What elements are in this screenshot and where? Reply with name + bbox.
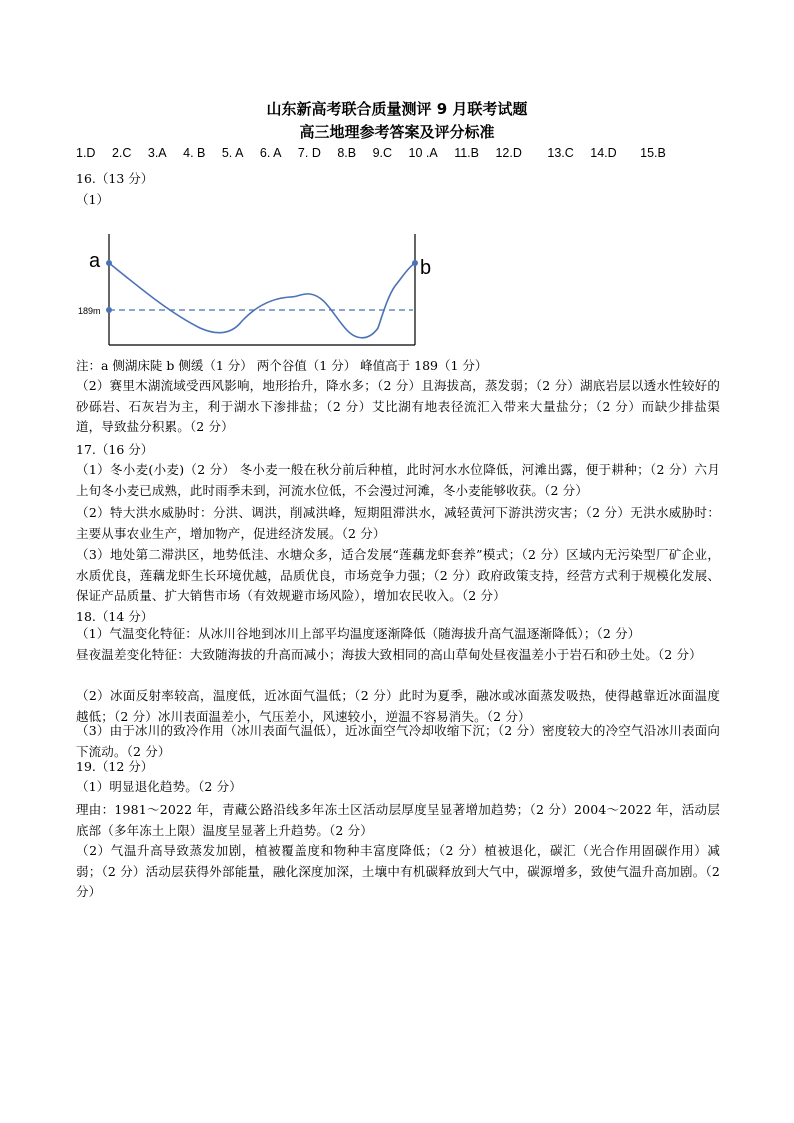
answer-item: 15.B bbox=[640, 146, 666, 160]
answer-item: 3.A bbox=[147, 146, 167, 160]
q19-part2: （2）气温升高导致蒸发加剧，植被覆盖度和物种丰富度降低；（2 分）植被退化，碳汇（光合作用固碳作用）减弱；（2 分）活动层获得外部能量，融化深度加深，土壤中有机碳释放到大气中，碳源增多，致使气温升高加剧。（2 分） bbox=[76, 843, 720, 900]
q18-part3: （3）由于冰川的致冷作用（冰川表面气温低），近冰面空气冷却收缩下沉；（2 分）密度较大的冷空气沿冰川表面向下流动。（2 分） bbox=[76, 723, 720, 759]
answer-item: 8.B bbox=[337, 146, 357, 160]
q18-part1b: 昼夜温差变化特征：大致随海拔的升高而减小；海拔大致相同的高山草甸处昼夜温差小于岩石和砂土处。（2 分） bbox=[76, 647, 702, 662]
level-marker bbox=[106, 307, 112, 313]
q19-heading: 19.（12 分） bbox=[76, 759, 154, 774]
q17-part1: （1）冬小麦(小麦)（2 分） 冬小麦一般在秋分前后种植，此时河水水位降低，河滩出露，便于耕种；（2 分）六月上旬冬小麦已成熟，此时雨季未到，河流水位低，不会漫过河滩，冬小麦能够收获。（2 分） bbox=[76, 462, 720, 498]
answer-item: 11.B bbox=[454, 146, 479, 160]
q17-part3: （3）地处第二滞洪区，地势低洼、水塘众多，适合发展“莲藕龙虾套养”模式；（2 分）区域内无污染型厂矿企业，水质优良，莲藕龙虾生长环境优越，品质优良，市场竞争力强；（2 分）政府政策支持，经营方式利于规模化发展、保证产品质量、扩大销售市场（有效规避市场风险），增加农民收入。（2 分） bbox=[76, 547, 720, 604]
answer-key-title: 高三地理参考答案及评分标准 bbox=[299, 123, 495, 141]
q16-note: 注：a 侧湖床陡 b 侧缓（1 分） 两个谷值（1 分） 峰值高于 189（1 分） bbox=[76, 358, 488, 373]
q18-part1a: （1）气温变化特征：从冰川谷地到冰川上部平均温度逐渐降低（随海拔升高气温逐渐降低）；（2 分） bbox=[76, 626, 641, 641]
point-a-marker bbox=[106, 260, 112, 266]
answer-item: 7. D bbox=[297, 146, 321, 160]
answer-item: 9.C bbox=[372, 146, 393, 160]
answer-item: 1.D bbox=[76, 146, 96, 160]
answer-item: 2.C bbox=[111, 146, 132, 160]
answer-item: 5. A bbox=[221, 146, 244, 160]
lake-profile-diagram bbox=[70, 228, 430, 353]
answer-item: 6. A bbox=[259, 146, 282, 160]
q19-part1: （1）明显退化趋势。（2 分） bbox=[76, 779, 242, 794]
q16-part2: （2）赛里木湖流域受西风影响，地形抬升，降水多；（2 分）且海拔高，蒸发弱；（2 分）湖底岩层以透水性较好的砂砾岩、石灰岩为主，利于湖水下渗排盐；（2 分）艾比湖有地表径流汇入带来大量盐分；（2 分）而缺少排盐渠道，导致盐分积累。（2 分） bbox=[76, 378, 720, 435]
label-b: b bbox=[420, 257, 432, 279]
lake-bed-profile bbox=[109, 263, 415, 338]
multiple-choice-answers bbox=[76, 146, 679, 160]
answer-item: 14.D bbox=[590, 146, 617, 160]
q18-heading: 18.（14 分） bbox=[76, 609, 154, 624]
label-a: a bbox=[89, 250, 101, 272]
q19-reason: 理由：1981～2022 年，青藏公路沿线多年冻土区活动层厚度呈显著增加趋势；（2 分）2004～2022 年，活动层底部（多年冻土上限）温度呈显著上升趋势。（2 分） bbox=[76, 802, 720, 838]
q18-part2: （2）冰面反射率较高，温度低，近冰面气温低；（2 分）此时为夏季，融冰或冰面蒸发吸热，使得越靠近冰面温度越低；（2 分）冰川表面温差小，气压差小，风速较小，逆温不容易消失。（2 分） bbox=[76, 688, 720, 724]
answer-item: 10 .A bbox=[408, 146, 438, 160]
q17-heading: 17.（16 分） bbox=[76, 442, 154, 457]
water-level-label: 189m bbox=[78, 306, 101, 316]
answer-item: 13.C bbox=[547, 146, 574, 160]
exam-title: 山东新高考联合质量测评 9 月联考试题 bbox=[266, 100, 528, 118]
q16-heading: 16.（13 分） bbox=[76, 171, 154, 186]
q16-part1-label: （1） bbox=[76, 192, 109, 207]
answer-item: 4. B bbox=[183, 146, 206, 160]
answer-item: 12.D bbox=[495, 146, 522, 160]
q17-part2: （2）特大洪水威胁时：分洪、调洪，削减洪峰，短期阻滞洪水，减轻黄河下游洪涝灾害；（2 分）无洪水威胁时：主要从事农业生产，增加物产，促进经济发展。（2 分） bbox=[76, 505, 720, 541]
point-b-marker bbox=[412, 260, 418, 266]
